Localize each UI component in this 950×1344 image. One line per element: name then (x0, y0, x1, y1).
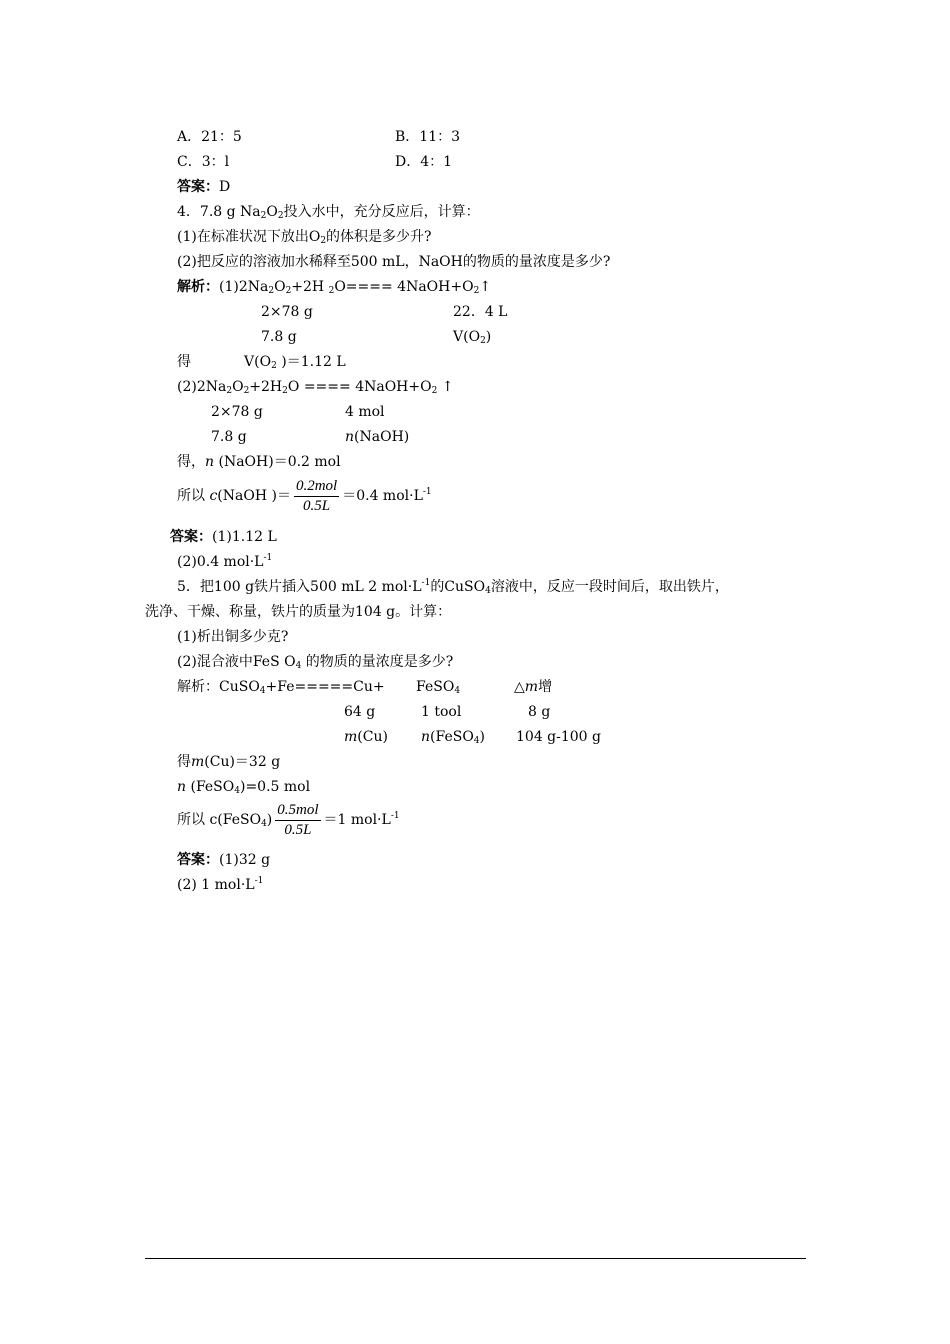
q5-concentration: 所以 c(FeSO$_4$) $\frac{\text{0.5mol}}{0.5L}$ ＝1 $mol\cdot L^{-1}$ (177, 801, 400, 838)
q5-answer-2: (2) 1 $mol\cdot L^{-1}$ (177, 876, 264, 893)
q4-answer-2: (2)0.4 $mol\cdot L^{-1}$ (177, 553, 273, 570)
q4-result-2: 得，n (NaOH)＝0.2 mol (177, 454, 341, 470)
q5-row-2-c: 104 g-100 g (516, 729, 601, 745)
q5-column-delta-m: △m增 (514, 679, 553, 695)
q4-stoich-row-2-left: 7.8 g (261, 329, 297, 345)
q5-stem-line-2: 洗净、干燥、称量，铁片的质量为104 g。计算： (145, 604, 452, 620)
q3-option-c: C．3：l (177, 154, 230, 170)
q4-answer-1: 答案：(1)1.12 L (170, 529, 277, 545)
q3-option-a: A．21：5 (177, 129, 242, 145)
q5-result-2: n (FeSO$_4$)=0.5 mol (177, 779, 311, 796)
q4-subquestion-1: (1)在标准状况下放出$O_2$的体积是多少升? (177, 229, 432, 246)
q4-stoich-row-4-left: 7.8 g (211, 429, 247, 445)
q5-equation: 解析：CuSO$_4$+Fe=====Cu+ (177, 679, 385, 696)
q4-equation-1: 解析：$(1)2Na_2O_2+2H$ $_2O==== 4NaOH+O_2↑$ (177, 279, 492, 296)
q4-stoich-row-3-left: 2×78 g (211, 404, 263, 420)
q5-row-2-a: m(Cu) (344, 729, 388, 745)
answer-label: 答案： (177, 852, 219, 868)
q5-row-2-b: n(FeSO$_4$) (421, 729, 485, 746)
q5-answer-1: 答案：(1)32 g (177, 852, 271, 868)
q5-result-1: 得m(Cu)＝32 g (177, 754, 281, 770)
q5-row-1-b: 1 tool (421, 704, 462, 720)
q4-stoich-row-4-right: n(NaOH) (345, 429, 410, 445)
analysis-label: 解析： (177, 279, 219, 295)
q5-fraction: $\frac{\text{0.5mol}}{0.5L}$ (277, 801, 319, 838)
q5-stem-line-1: 5．把100 g铁片插入500 mL 2 $mol\cdot L^{-1}$的CuSO$_4$溶液中，反应一段时间后，取出铁片， (177, 578, 729, 596)
q4-result-1-label: 得 (177, 354, 191, 370)
q5-column-feso4: FeSO$_4$ (416, 679, 461, 696)
q5-row-1-c: 8 g (528, 704, 551, 720)
q4-stoich-row-3-right: 4 mol (345, 404, 385, 420)
q5-subquestion-2: (2)混合液中FeS $O_4$ 的物质的量浓度是多少? (177, 654, 454, 671)
q4-stem: 4．7.8 g $Na_2O_2$投入水中，充分反应后，计算： (177, 204, 480, 221)
q4-stoich-row-1-left: 2×78 g (261, 304, 313, 320)
footer-rule (145, 1258, 806, 1259)
q3-answer: 答案：D (177, 179, 231, 195)
q4-equation-2: $(2)2Na_2O_2+2H_2O$ ==== $4NaOH+O_2$ ↑ (177, 379, 454, 396)
q4-stoich-row-1-right: 22．4 L (453, 304, 508, 320)
q5-row-1-a: 64 g (344, 704, 376, 720)
q5-subquestion-1: (1)析出铜多少克? (177, 629, 289, 645)
q3-option-d: D．4：1 (395, 154, 453, 170)
q4-concentration: 所以 c(NaOH )＝ $\frac{\text{0.2mol}}{0.5L}$ ＝0.4 $mol\cdot L^{-1}$ (177, 477, 432, 514)
answer-label: 答案： (177, 179, 219, 195)
q4-subquestion-2: (2)把反应的溶液加水稀释至500 mL，NaOH的物质的量浓度是多少? (177, 254, 611, 270)
q4-fraction: $\frac{\text{0.2mol}}{0.5L}$ (295, 477, 338, 514)
answer-label: 答案： (170, 529, 212, 545)
q3-option-b: B．11：3 (395, 129, 461, 145)
q4-result-1: $V(O_2$ )＝1.12 L (244, 354, 346, 371)
q4-stoich-row-2-right: $V(O_2)$ (453, 329, 492, 346)
